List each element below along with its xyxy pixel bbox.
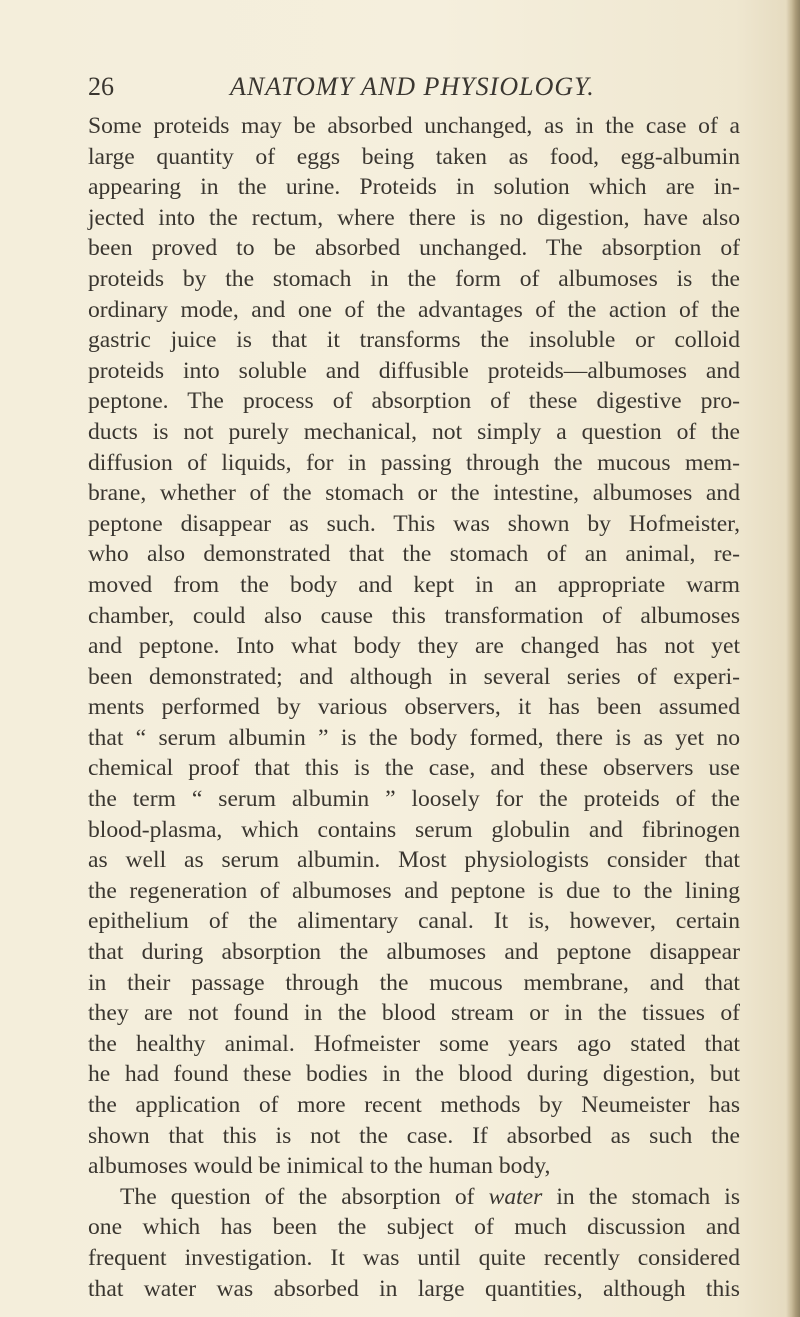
text-line: large quantity of eggs being taken as food, egg-albumin [88,143,740,170]
page-header [88,72,738,112]
text-line: chemical proof that this is the case, and these observers use [88,755,740,782]
text-line: ducts is not purely mechanical, not simply a question of the [88,418,740,445]
text-line: and peptone. Into what body they are changed has not yet [88,633,740,660]
text-line: blood-plasma, which contains serum globulin and fibrinogen [88,816,740,843]
text-line: appearing in the urine. Proteids in solution which are in- [88,174,740,201]
text-line: chamber, could also cause this transformation of albumoses [88,602,740,629]
text-line: been proved to be absorbed unchanged. The absorption of [88,235,740,262]
text-line: shown that this is not the case. If absorbed as such the [88,1122,740,1149]
text-line: that water was absorbed in large quantities, although this [88,1275,740,1302]
text-line: peptone. The process of absorption of these digestive pro- [88,388,740,415]
text-line: they are not found in the blood stream or in the tissues of [88,1000,740,1027]
text-line: epithelium of the alimentary canal. It is, however, certain [88,908,740,935]
text-run: The question of the absorption of [120,1183,489,1210]
text-line: in their passage through the mucous membrane, and that [88,969,740,996]
text-line: one which has been the subject of much discussion and [88,1214,740,1241]
text-line: brane, whether of the stomach or the intestine, albumoses and [88,480,740,507]
italic-word: water [488,1183,543,1210]
text-line: ments performed by various observers, it has been assumed [88,694,740,721]
page-binding-edge [786,0,800,1317]
text-line: albumoses would be inimical to the human body, [88,1153,551,1180]
paragraph-1 [88,111,740,1182]
text-line: gastric juice is that it transforms the insoluble or colloid [88,327,740,354]
text-line: the application of more recent methods by Neumeister has [88,1092,740,1118]
text-line: proteids by the stomach in the form of albumoses is the [88,265,740,292]
paragraph-2 [88,1182,740,1304]
text-line: that “ serum albumin ” is the body formed, there is as yet no [88,724,740,751]
text-line: peptone disappear as such. This was shown by Hofmeister, [88,510,740,537]
page-number: 26 [88,72,114,101]
text-line: that during absorption the albumoses and peptone disappear [88,939,740,966]
text-run: in the stomach is [542,1183,740,1210]
text-line: ordinary mode, and one of the advantages of the action of the [88,296,740,323]
text-line: Some proteids may be absorbed unchanged, as in the case of a [88,113,740,139]
text-line [88,1182,740,1213]
text-line: diffusion of liquids, for in passing through the mucous mem- [88,449,740,476]
text-line: the healthy animal. Hofmeister some years ago stated that [88,1030,740,1057]
text-line: as well as serum albumin. Most physiologists consider that [88,847,740,874]
text-line: frequent investigation. It was until quite recently considered [88,1244,740,1271]
body-text [88,111,740,1304]
text-line: he had found these bodies in the blood during digestion, but [88,1061,740,1088]
running-head: ANATOMY AND PHYSIOLOGY. [230,72,595,101]
text-line: proteids into soluble and diffusible proteids—albumoses and [88,357,740,384]
text-line: the term “ serum albumin ” loosely for the proteids of the [88,786,740,813]
text-line: the regeneration of albumoses and peptone is due to the lining [88,877,740,904]
text-line: been demonstrated; and although in several series of experi- [88,663,740,690]
text-line: jected into the rectum, where there is no digestion, have also [88,204,740,231]
text-line: who also demonstrated that the stomach of an animal, re- [88,541,740,568]
text-line: moved from the body and kept in an appropriate warm [88,571,740,598]
